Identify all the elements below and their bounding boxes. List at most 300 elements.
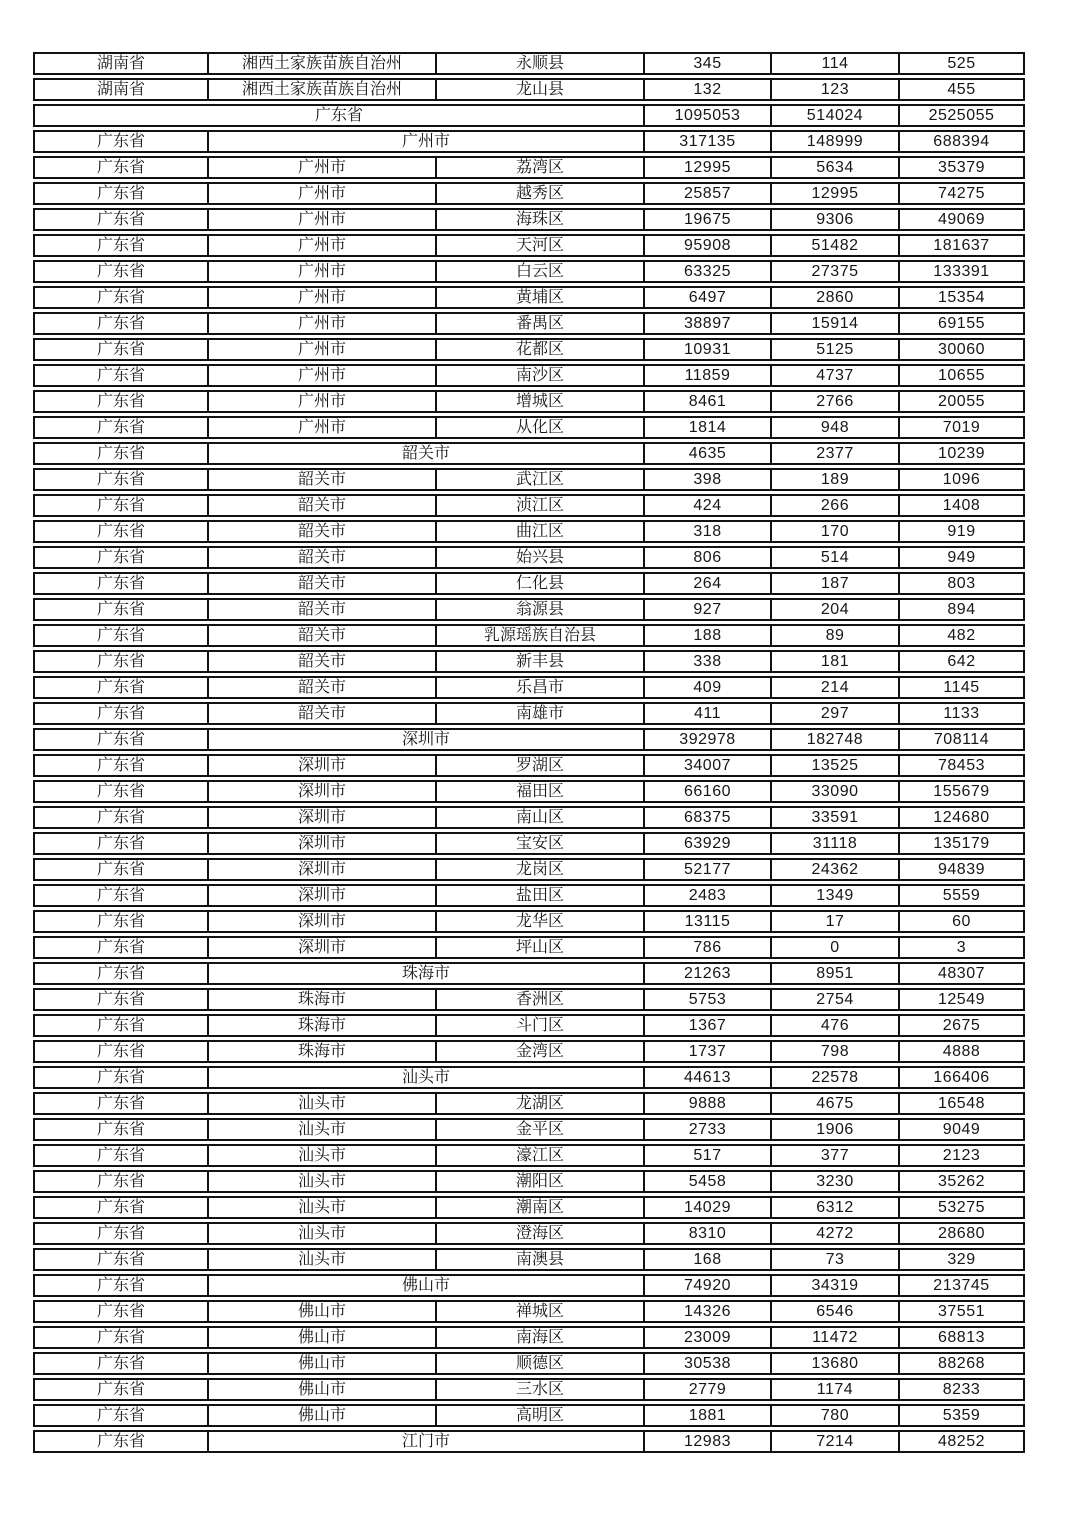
cell-value-2: 187 xyxy=(770,572,898,595)
cell-value-3: 166406 xyxy=(898,1066,1025,1089)
cell-province: 广东省 xyxy=(33,1326,207,1349)
cell-value-1: 12995 xyxy=(643,156,770,179)
cell-district: 浈江区 xyxy=(435,494,643,517)
cell-value-2: 13525 xyxy=(770,754,898,777)
cell-value-1: 74920 xyxy=(643,1274,770,1297)
cell-city: 珠海市 xyxy=(207,1040,435,1063)
table-row xyxy=(33,1248,1025,1271)
cell-value-2: 5634 xyxy=(770,156,898,179)
cell-value-3: 69155 xyxy=(898,312,1025,335)
table-row xyxy=(33,884,1025,907)
cell-province: 湖南省 xyxy=(33,78,207,101)
cell-city: 广州市 xyxy=(207,208,435,231)
cell-province: 广东省 xyxy=(33,910,207,933)
cell-city: 深圳市 xyxy=(207,936,435,959)
cell-district: 乳源瑶族自治县 xyxy=(435,624,643,647)
cell-province: 广东省 xyxy=(33,1040,207,1063)
cell-city: 深圳市 xyxy=(207,754,435,777)
cell-value-2: 948 xyxy=(770,416,898,439)
cell-district: 越秀区 xyxy=(435,182,643,205)
table-row xyxy=(33,1274,1025,1297)
cell-value-3: 1096 xyxy=(898,468,1025,491)
table-row xyxy=(33,260,1025,283)
cell-value-1: 11859 xyxy=(643,364,770,387)
cell-city-total: 广州市 xyxy=(207,130,643,153)
cell-value-1: 10931 xyxy=(643,338,770,361)
cell-district: 南澳县 xyxy=(435,1248,643,1271)
table-body xyxy=(33,52,1025,1453)
table-row xyxy=(33,728,1025,751)
table-row xyxy=(33,1378,1025,1401)
cell-city: 佛山市 xyxy=(207,1300,435,1323)
cell-province: 广东省 xyxy=(33,520,207,543)
cell-value-2: 514024 xyxy=(770,104,898,127)
cell-value-3: 3 xyxy=(898,936,1025,959)
cell-city: 韶关市 xyxy=(207,650,435,673)
cell-value-1: 2483 xyxy=(643,884,770,907)
cell-value-2: 204 xyxy=(770,598,898,621)
cell-value-3: 16548 xyxy=(898,1092,1025,1115)
cell-value-3: 48307 xyxy=(898,962,1025,985)
table-row xyxy=(33,676,1025,699)
cell-value-2: 2754 xyxy=(770,988,898,1011)
cell-city: 广州市 xyxy=(207,338,435,361)
cell-province: 广东省 xyxy=(33,208,207,231)
cell-district: 武江区 xyxy=(435,468,643,491)
cell-value-2: 51482 xyxy=(770,234,898,257)
cell-value-1: 806 xyxy=(643,546,770,569)
cell-value-1: 38897 xyxy=(643,312,770,335)
cell-value-2: 1174 xyxy=(770,1378,898,1401)
cell-value-3: 2525055 xyxy=(898,104,1025,127)
cell-value-3: 74275 xyxy=(898,182,1025,205)
table-row xyxy=(33,286,1025,309)
table-row xyxy=(33,546,1025,569)
cell-value-1: 411 xyxy=(643,702,770,725)
cell-district: 曲江区 xyxy=(435,520,643,543)
cell-value-2: 266 xyxy=(770,494,898,517)
cell-value-1: 12983 xyxy=(643,1430,770,1453)
cell-city: 深圳市 xyxy=(207,884,435,907)
cell-province: 广东省 xyxy=(33,702,207,725)
cell-city: 广州市 xyxy=(207,390,435,413)
cell-value-3: 5359 xyxy=(898,1404,1025,1427)
cell-value-3: 78453 xyxy=(898,754,1025,777)
cell-value-1: 5458 xyxy=(643,1170,770,1193)
cell-value-2: 6546 xyxy=(770,1300,898,1323)
table-row xyxy=(33,650,1025,673)
cell-district: 潮阳区 xyxy=(435,1170,643,1193)
cell-district: 福田区 xyxy=(435,780,643,803)
cell-city: 深圳市 xyxy=(207,858,435,881)
cell-province: 广东省 xyxy=(33,546,207,569)
cell-province: 广东省 xyxy=(33,1118,207,1141)
cell-value-1: 345 xyxy=(643,52,770,75)
cell-value-2: 33591 xyxy=(770,806,898,829)
cell-district: 从化区 xyxy=(435,416,643,439)
cell-district: 罗湖区 xyxy=(435,754,643,777)
cell-value-2: 3230 xyxy=(770,1170,898,1193)
cell-district: 金平区 xyxy=(435,1118,643,1141)
cell-city: 珠海市 xyxy=(207,1014,435,1037)
table-row xyxy=(33,754,1025,777)
cell-city: 广州市 xyxy=(207,234,435,257)
cell-value-2: 73 xyxy=(770,1248,898,1271)
cell-value-2: 27375 xyxy=(770,260,898,283)
cell-city: 广州市 xyxy=(207,286,435,309)
cell-value-2: 24362 xyxy=(770,858,898,881)
cell-district: 濠江区 xyxy=(435,1144,643,1167)
cell-province: 广东省 xyxy=(33,130,207,153)
table-row xyxy=(33,1196,1025,1219)
region-statistics-table xyxy=(33,49,1025,1456)
cell-province: 广东省 xyxy=(33,1196,207,1219)
cell-province-total: 广东省 xyxy=(33,104,643,127)
cell-value-1: 63929 xyxy=(643,832,770,855)
cell-district: 龙华区 xyxy=(435,910,643,933)
cell-value-1: 14029 xyxy=(643,1196,770,1219)
cell-value-1: 424 xyxy=(643,494,770,517)
cell-value-2: 2860 xyxy=(770,286,898,309)
cell-district: 高明区 xyxy=(435,1404,643,1427)
cell-value-1: 68375 xyxy=(643,806,770,829)
cell-city-total: 珠海市 xyxy=(207,962,643,985)
cell-district: 乐昌市 xyxy=(435,676,643,699)
cell-province: 广东省 xyxy=(33,1274,207,1297)
cell-city: 汕头市 xyxy=(207,1170,435,1193)
cell-city: 佛山市 xyxy=(207,1326,435,1349)
table-row xyxy=(33,416,1025,439)
table-row xyxy=(33,1144,1025,1167)
cell-district: 花都区 xyxy=(435,338,643,361)
cell-value-3: 124680 xyxy=(898,806,1025,829)
cell-value-2: 34319 xyxy=(770,1274,898,1297)
cell-value-1: 6497 xyxy=(643,286,770,309)
cell-district: 增城区 xyxy=(435,390,643,413)
cell-value-1: 30538 xyxy=(643,1352,770,1375)
cell-value-2: 8951 xyxy=(770,962,898,985)
table-row xyxy=(33,1352,1025,1375)
cell-district: 盐田区 xyxy=(435,884,643,907)
table-row xyxy=(33,156,1025,179)
table-row xyxy=(33,988,1025,1011)
cell-city: 韶关市 xyxy=(207,572,435,595)
cell-district: 潮南区 xyxy=(435,1196,643,1219)
cell-province: 广东省 xyxy=(33,494,207,517)
cell-province: 广东省 xyxy=(33,936,207,959)
cell-district: 南海区 xyxy=(435,1326,643,1349)
cell-city: 佛山市 xyxy=(207,1378,435,1401)
table-row xyxy=(33,234,1025,257)
cell-value-3: 1133 xyxy=(898,702,1025,725)
cell-value-1: 318 xyxy=(643,520,770,543)
cell-value-3: 181637 xyxy=(898,234,1025,257)
cell-value-3: 455 xyxy=(898,78,1025,101)
table-row xyxy=(33,312,1025,335)
cell-value-3: 8233 xyxy=(898,1378,1025,1401)
cell-province: 广东省 xyxy=(33,650,207,673)
cell-value-3: 894 xyxy=(898,598,1025,621)
cell-value-3: 48252 xyxy=(898,1430,1025,1453)
table-row xyxy=(33,390,1025,413)
cell-value-3: 213745 xyxy=(898,1274,1025,1297)
cell-city: 韶关市 xyxy=(207,546,435,569)
cell-province: 广东省 xyxy=(33,260,207,283)
cell-province: 广东省 xyxy=(33,1144,207,1167)
cell-value-2: 798 xyxy=(770,1040,898,1063)
table-row xyxy=(33,182,1025,205)
cell-value-2: 7214 xyxy=(770,1430,898,1453)
cell-value-2: 9306 xyxy=(770,208,898,231)
cell-city: 韶关市 xyxy=(207,598,435,621)
table-row xyxy=(33,494,1025,517)
cell-value-2: 297 xyxy=(770,702,898,725)
cell-value-3: 94839 xyxy=(898,858,1025,881)
table-row xyxy=(33,962,1025,985)
cell-value-3: 525 xyxy=(898,52,1025,75)
cell-value-3: 482 xyxy=(898,624,1025,647)
cell-district: 龙湖区 xyxy=(435,1092,643,1115)
cell-value-2: 476 xyxy=(770,1014,898,1037)
cell-province: 广东省 xyxy=(33,1248,207,1271)
cell-value-2: 780 xyxy=(770,1404,898,1427)
cell-district: 永顺县 xyxy=(435,52,643,75)
cell-value-1: 264 xyxy=(643,572,770,595)
cell-value-1: 52177 xyxy=(643,858,770,881)
cell-province: 广东省 xyxy=(33,416,207,439)
cell-value-1: 5753 xyxy=(643,988,770,1011)
cell-district: 金湾区 xyxy=(435,1040,643,1063)
table-row xyxy=(33,910,1025,933)
cell-value-1: 4635 xyxy=(643,442,770,465)
cell-city: 汕头市 xyxy=(207,1196,435,1219)
table-row xyxy=(33,442,1025,465)
cell-value-3: 53275 xyxy=(898,1196,1025,1219)
table-row xyxy=(33,806,1025,829)
cell-district: 荔湾区 xyxy=(435,156,643,179)
cell-value-1: 25857 xyxy=(643,182,770,205)
cell-district: 仁化县 xyxy=(435,572,643,595)
cell-value-2: 31118 xyxy=(770,832,898,855)
cell-value-1: 14326 xyxy=(643,1300,770,1323)
cell-district: 顺德区 xyxy=(435,1352,643,1375)
cell-value-2: 377 xyxy=(770,1144,898,1167)
cell-province: 广东省 xyxy=(33,1014,207,1037)
cell-value-1: 2733 xyxy=(643,1118,770,1141)
cell-district: 龙岗区 xyxy=(435,858,643,881)
cell-value-2: 514 xyxy=(770,546,898,569)
table-row xyxy=(33,832,1025,855)
cell-district: 斗门区 xyxy=(435,1014,643,1037)
table-row xyxy=(33,1404,1025,1427)
cell-value-3: 688394 xyxy=(898,130,1025,153)
cell-province: 广东省 xyxy=(33,442,207,465)
table-row xyxy=(33,468,1025,491)
cell-province: 广东省 xyxy=(33,572,207,595)
cell-province: 广东省 xyxy=(33,624,207,647)
cell-value-3: 1145 xyxy=(898,676,1025,699)
cell-province: 广东省 xyxy=(33,884,207,907)
table-row xyxy=(33,1092,1025,1115)
document-page xyxy=(33,49,1025,1456)
cell-value-1: 132 xyxy=(643,78,770,101)
cell-city: 韶关市 xyxy=(207,702,435,725)
cell-city: 深圳市 xyxy=(207,910,435,933)
table-row xyxy=(33,936,1025,959)
cell-district: 白云区 xyxy=(435,260,643,283)
table-row xyxy=(33,364,1025,387)
cell-city: 湘西土家族苗族自治州 xyxy=(207,78,435,101)
cell-value-3: 2675 xyxy=(898,1014,1025,1037)
cell-value-2: 22578 xyxy=(770,1066,898,1089)
cell-value-1: 188 xyxy=(643,624,770,647)
cell-value-1: 1814 xyxy=(643,416,770,439)
cell-value-3: 35262 xyxy=(898,1170,1025,1193)
cell-value-2: 2766 xyxy=(770,390,898,413)
cell-city: 佛山市 xyxy=(207,1352,435,1375)
cell-city: 广州市 xyxy=(207,364,435,387)
cell-value-1: 21263 xyxy=(643,962,770,985)
cell-value-1: 786 xyxy=(643,936,770,959)
table-row xyxy=(33,130,1025,153)
cell-value-3: 88268 xyxy=(898,1352,1025,1375)
cell-city: 深圳市 xyxy=(207,806,435,829)
cell-value-1: 23009 xyxy=(643,1326,770,1349)
cell-city: 汕头市 xyxy=(207,1222,435,1245)
cell-province: 广东省 xyxy=(33,676,207,699)
cell-value-2: 33090 xyxy=(770,780,898,803)
cell-city: 广州市 xyxy=(207,156,435,179)
cell-district: 黄埔区 xyxy=(435,286,643,309)
cell-province: 广东省 xyxy=(33,1300,207,1323)
cell-value-3: 708114 xyxy=(898,728,1025,751)
cell-province: 广东省 xyxy=(33,312,207,335)
cell-value-1: 9888 xyxy=(643,1092,770,1115)
cell-value-1: 517 xyxy=(643,1144,770,1167)
cell-value-2: 1349 xyxy=(770,884,898,907)
cell-value-3: 803 xyxy=(898,572,1025,595)
table-row xyxy=(33,1170,1025,1193)
table-row xyxy=(33,104,1025,127)
cell-city: 广州市 xyxy=(207,260,435,283)
cell-province: 广东省 xyxy=(33,364,207,387)
cell-city: 汕头市 xyxy=(207,1144,435,1167)
cell-city-total: 深圳市 xyxy=(207,728,643,751)
cell-value-3: 135179 xyxy=(898,832,1025,855)
table-row xyxy=(33,702,1025,725)
cell-city: 韶关市 xyxy=(207,468,435,491)
cell-city: 韶关市 xyxy=(207,624,435,647)
cell-province: 广东省 xyxy=(33,286,207,309)
cell-value-2: 170 xyxy=(770,520,898,543)
cell-province: 广东省 xyxy=(33,1404,207,1427)
cell-city: 湘西土家族苗族自治州 xyxy=(207,52,435,75)
cell-value-3: 133391 xyxy=(898,260,1025,283)
cell-value-1: 1881 xyxy=(643,1404,770,1427)
cell-district: 南沙区 xyxy=(435,364,643,387)
cell-city: 广州市 xyxy=(207,182,435,205)
cell-value-2: 15914 xyxy=(770,312,898,335)
cell-value-2: 5125 xyxy=(770,338,898,361)
cell-value-1: 168 xyxy=(643,1248,770,1271)
cell-value-1: 1367 xyxy=(643,1014,770,1037)
cell-value-3: 49069 xyxy=(898,208,1025,231)
cell-district: 海珠区 xyxy=(435,208,643,231)
table-row xyxy=(33,338,1025,361)
cell-province: 广东省 xyxy=(33,962,207,985)
table-row xyxy=(33,1326,1025,1349)
cell-value-3: 12549 xyxy=(898,988,1025,1011)
cell-value-3: 9049 xyxy=(898,1118,1025,1141)
cell-value-2: 189 xyxy=(770,468,898,491)
table-row xyxy=(33,208,1025,231)
cell-province: 广东省 xyxy=(33,728,207,751)
cell-value-1: 927 xyxy=(643,598,770,621)
cell-value-3: 5559 xyxy=(898,884,1025,907)
cell-city: 珠海市 xyxy=(207,988,435,1011)
table-row xyxy=(33,1066,1025,1089)
cell-province: 广东省 xyxy=(33,156,207,179)
cell-value-3: 35379 xyxy=(898,156,1025,179)
cell-district: 坪山区 xyxy=(435,936,643,959)
cell-province: 广东省 xyxy=(33,1092,207,1115)
table-row xyxy=(33,1430,1025,1453)
cell-value-2: 6312 xyxy=(770,1196,898,1219)
cell-city: 佛山市 xyxy=(207,1404,435,1427)
cell-value-1: 2779 xyxy=(643,1378,770,1401)
cell-city-total: 汕头市 xyxy=(207,1066,643,1089)
cell-value-3: 10239 xyxy=(898,442,1025,465)
cell-value-2: 0 xyxy=(770,936,898,959)
cell-city: 广州市 xyxy=(207,416,435,439)
cell-value-3: 1408 xyxy=(898,494,1025,517)
cell-value-1: 8461 xyxy=(643,390,770,413)
cell-province: 广东省 xyxy=(33,806,207,829)
cell-city-total: 佛山市 xyxy=(207,1274,643,1297)
cell-value-3: 15354 xyxy=(898,286,1025,309)
cell-value-2: 182748 xyxy=(770,728,898,751)
cell-province: 广东省 xyxy=(33,234,207,257)
cell-district: 番禺区 xyxy=(435,312,643,335)
cell-city: 韶关市 xyxy=(207,520,435,543)
cell-value-2: 1906 xyxy=(770,1118,898,1141)
cell-value-1: 398 xyxy=(643,468,770,491)
cell-province: 广东省 xyxy=(33,390,207,413)
cell-value-1: 1737 xyxy=(643,1040,770,1063)
cell-value-1: 317135 xyxy=(643,130,770,153)
cell-value-2: 114 xyxy=(770,52,898,75)
cell-value-2: 4737 xyxy=(770,364,898,387)
cell-province: 广东省 xyxy=(33,858,207,881)
table-row xyxy=(33,598,1025,621)
cell-city: 汕头市 xyxy=(207,1092,435,1115)
cell-value-3: 155679 xyxy=(898,780,1025,803)
cell-province: 广东省 xyxy=(33,468,207,491)
cell-city: 汕头市 xyxy=(207,1248,435,1271)
cell-city: 韶关市 xyxy=(207,494,435,517)
cell-value-1: 13115 xyxy=(643,910,770,933)
table-row xyxy=(33,1014,1025,1037)
cell-value-2: 2377 xyxy=(770,442,898,465)
table-row xyxy=(33,1222,1025,1245)
cell-city: 深圳市 xyxy=(207,780,435,803)
cell-district: 南雄市 xyxy=(435,702,643,725)
cell-province: 广东省 xyxy=(33,988,207,1011)
cell-province: 广东省 xyxy=(33,1430,207,1453)
table-row xyxy=(33,520,1025,543)
cell-value-3: 2123 xyxy=(898,1144,1025,1167)
cell-province: 广东省 xyxy=(33,780,207,803)
